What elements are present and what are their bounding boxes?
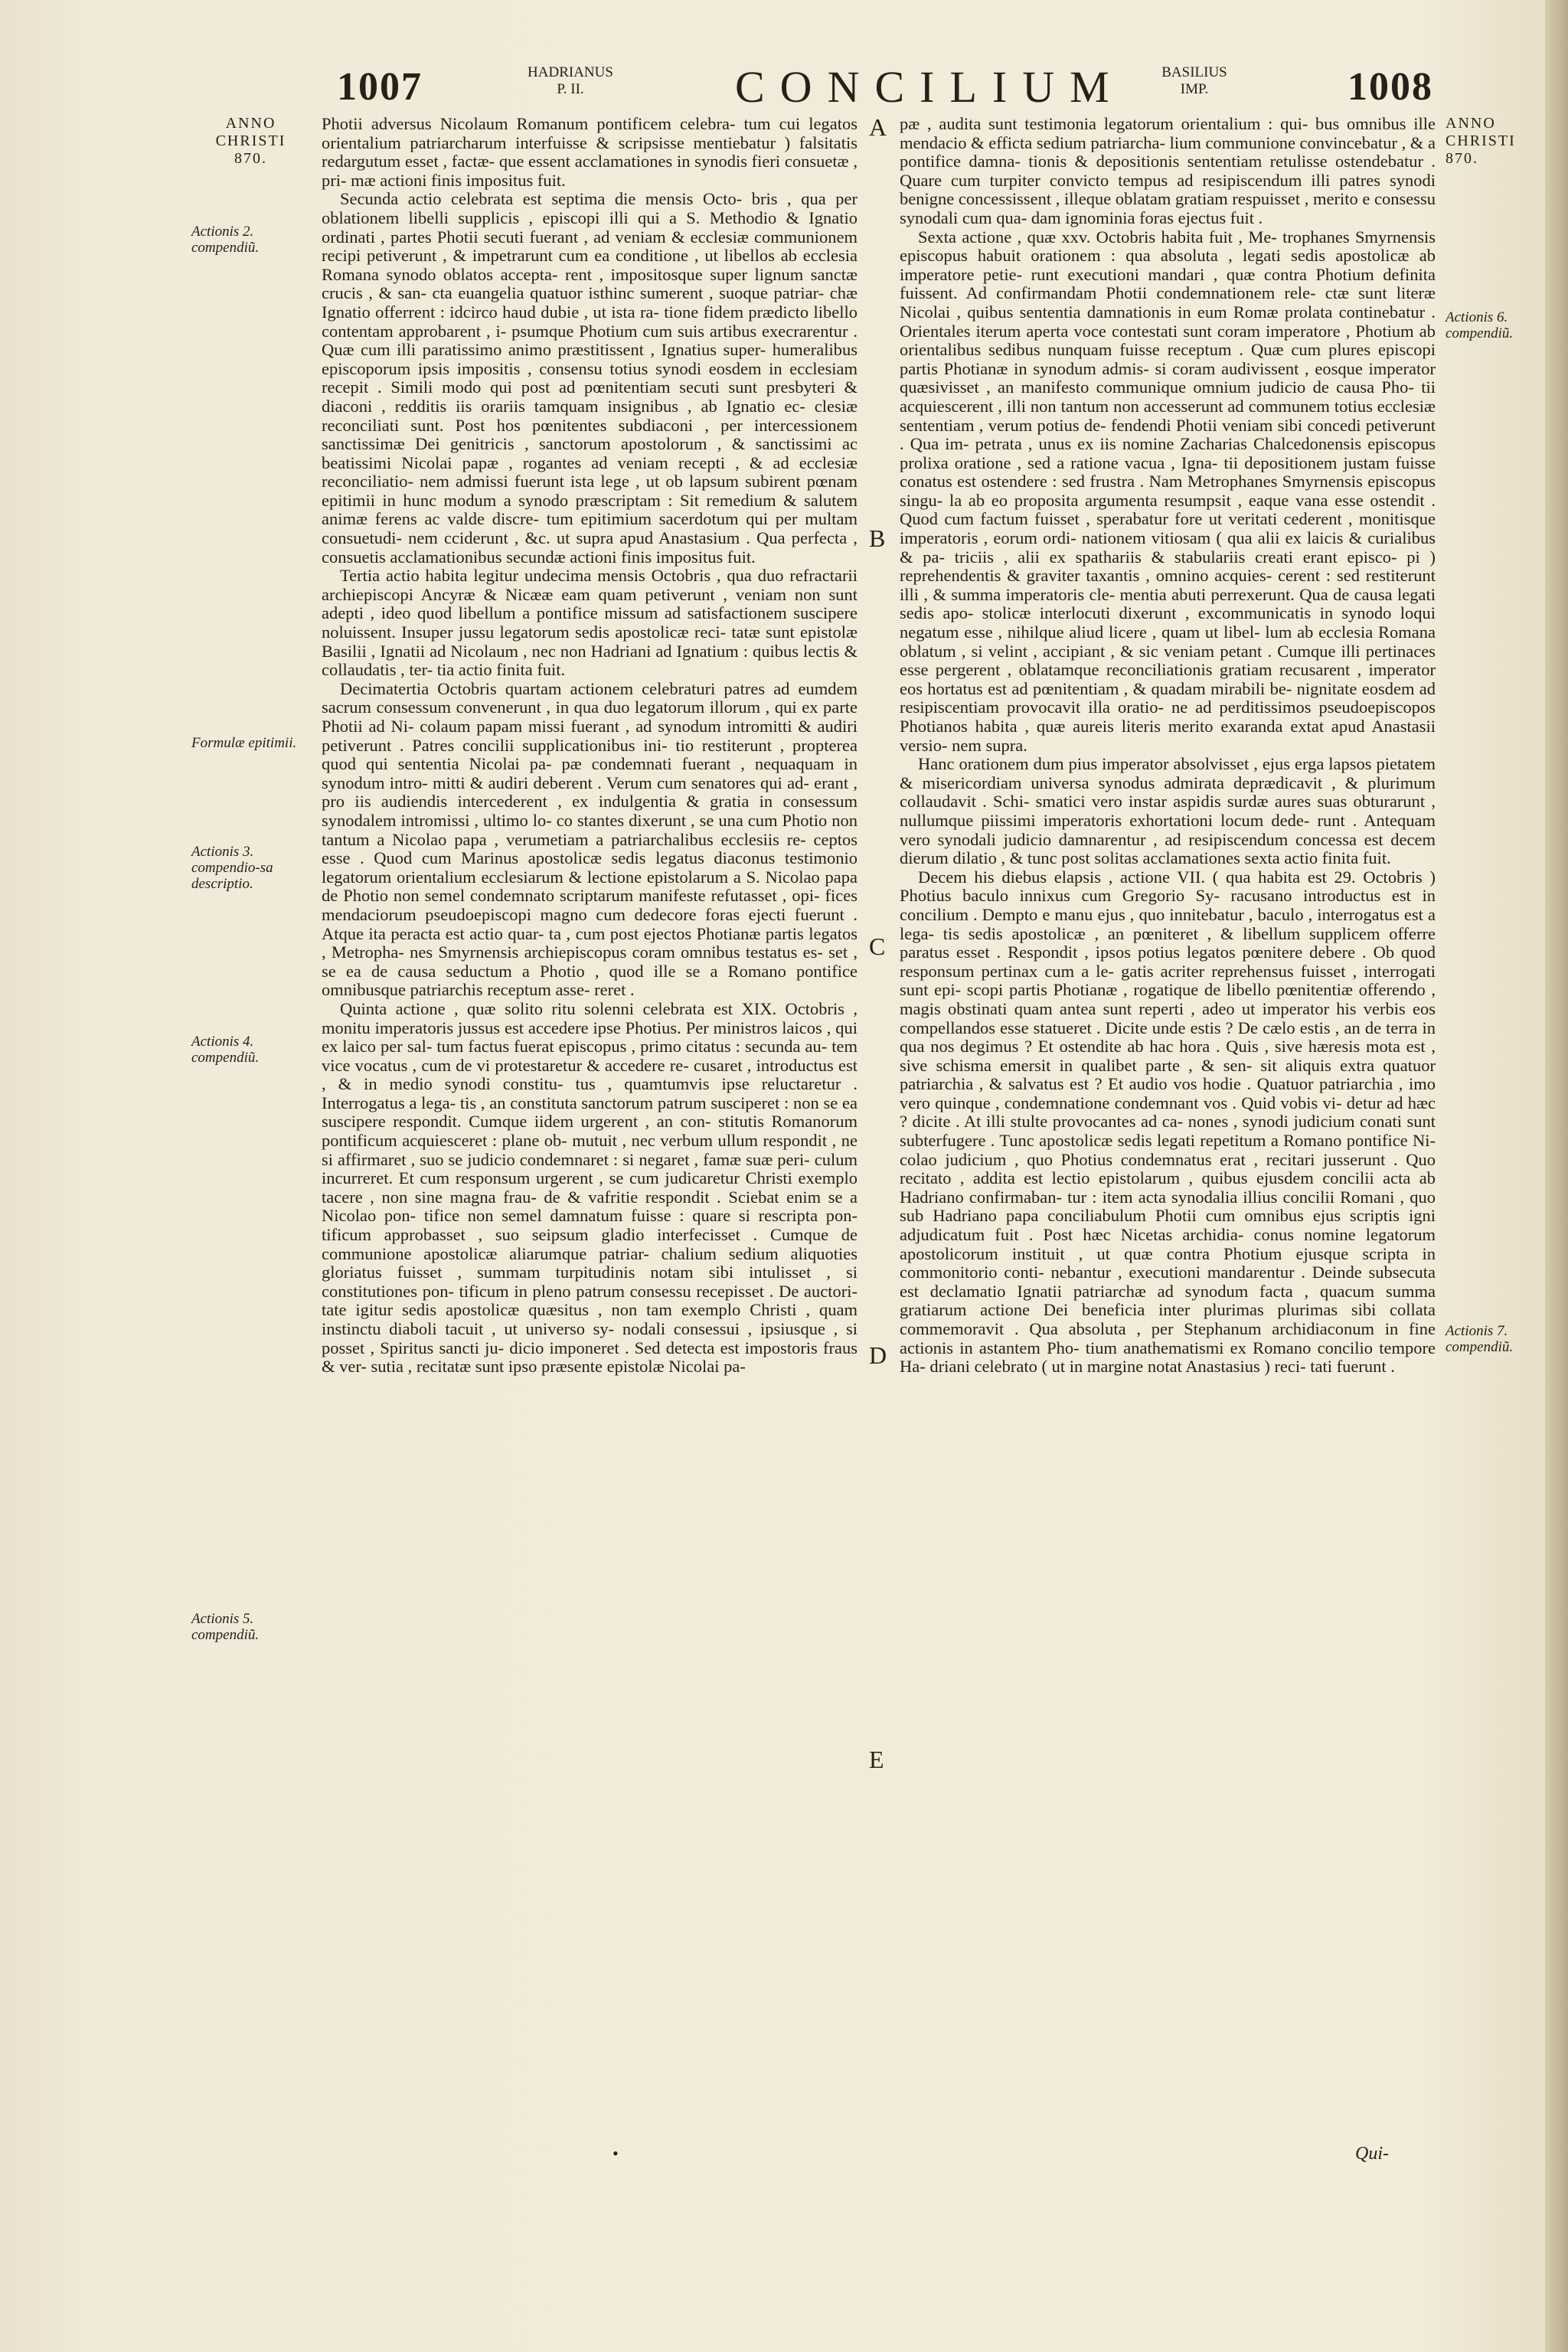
left-text-column [322,115,858,2136]
section-letter: A [869,113,887,141]
margin-note: Actionis 7. compendiũ. [1446,1323,1514,1355]
page-number-left: 1007 [337,65,423,109]
running-head-left-line-2: P. II. [557,81,584,97]
section-letter: C [869,933,886,960]
running-head-right-line-1: BASILIUS [1161,64,1227,80]
running-head-right-line-2: IMP. [1180,81,1209,97]
margin-note: Formulæ epitimii. [191,735,297,751]
margin-note: Actionis 2. compendiũ. [191,224,260,256]
section-letter: D [869,1341,887,1369]
page-title: CONCILIUM [735,62,1125,112]
running-head-left-line-1: HADRIANUS [528,64,613,80]
margin-note: Actionis 5. compendiũ. [191,1611,260,1643]
section-letter: E [869,1746,884,1773]
paragraph: Sexta actione , quæ xxv. Octobris habita fuit , Me- trophanes Smyrnensis episcopus habuit orationem : qua absoluta , legati sedis apostolicæ ab imperatore petie- runt executioni mandari , quæ contra Photium definita fuissent. Ad confirmandam Photii condemnationem rele- ctæ sunt literæ Nicolai , quibus sententia damnationis in eum Romæ prolata continebatur . Orientales iterum aperta voce contestati sunt coram imperatore , Photium ab orientalibus sedibus nunquam fuisse receptum . Quæ cum plures episcopi partis Photianæ in synodum admis- si coram audivissent , eosque imperator quæsivisset , an manifesto communique omnium judicio de causa Pho- tii acquiescerent , illi non tantum non accesserunt ad communem totius ecclesiæ sententiam , verum potius de- fendendi Photii veniam sibi concedi petiverunt . Qua im- petrata , unus ex iis nomine Zacharias Chalcedonensis episcopus prolixa oratione , sed a ratione vacua , Igna- tii depositionem justam fuisse conatus est ostendere : sed frustra . Nam Metrophanes Smyrnensis episcopus singu- la ab eo proposita argumenta resumpsit , eaque vana esse ostendit . Quod cum factum fuisset , sperabatur fore ut veritati cederent , monitisque imperatoris , eorum ordi- nationem vitiosam ( qua alii ex laicis & curialibus & pa- triciis , alii ex spathariis & stabulariis creati erant episco- pi ) reprehendentis & graviter taxantis , omnino acquies- cerent : sed restiterunt illi , & summa imperatoris cle- mentia abuti perrexerunt. Qua de causa legati sedis apo- stolicæ interlocuti dixerunt , excommunicatis in synodo loqui negatum esse , nihilque aliud licere , quam ut libel- lum ab ecclesia Romana oblatum , si velint , accipiant , & sic veniam petant . Cumque illi pertinaces esse pergerent , oblatamque reconciliationis gratiam recusarent , imperator eos hortatus est ad pœnitentiam , & quadam mirabili be- nignitate eosdem ad resipiscentiam provocavit illa oratio- ne ad perditissimos pseudoepiscopos Photianos habita , quæ aureis literis merito exaranda extat apud Anastasii versio- nem supra. [900,227,1436,755]
section-letter: B [869,524,886,552]
paragraph: pæ , audita sunt testimonia legatorum orientalium : qui- bus omnibus ille mendacio & efficta sedium patriarcha- lium communione convincebatur , & a pontifice damna- tionis & depositionis sententiam retulisse ostendebatur . Quare cum turpiter convicto tempus ad resipiscendum illi patres synodi benigne concessissent , illeque oblatam gratiam respuisset , merito e consessu synodali cum qua- dam ignominia foras ejectus fuit . [900,115,1436,227]
paragraph: Hanc orationem dum pius imperator absolvisset , ejus erga lapsos pietatem & misericordiam universa synodus admirata deprædicavit , & plurimum collaudavit . Schi- smatici vero instar aspidis surdæ aures suas obturarunt , nullumque piissimi imperatoris exhortationi locum dede- runt . Antequam vero synodali judicio damnarentur , ad resipiscendum concessa est decem dierum dilatio , & tunc post solitas acclamationes sexta actio finita fuit. [900,754,1436,868]
paragraph: Decimatertia Octobris quartam actionem celebraturi patres ad eumdem sacrum consessum convenerunt , in qua duo legatorum illorum , qui ex parte Photii ad Ni- colaum papam missi fuerant , ad synodum intromitti & audiri petiverunt . Patres concilii supplicationibus ini- tio restiterunt , propterea quod qui sententia Nicolai pa- pæ condemnati fuerant , nequaquam in synodum intro- mitti & audiri deberent . Verum cum senatores qui ad- erant , pro iis audiendis intercederent , ex indulgentia & gratia in consessum synodalem intromissi , ultimo lo- co stantes dixerunt , se una cum Photio non tantum a Nicolao papa , verumetiam a patriarchalibus ecclesiis re- ceptos esse . Quod cum Marinus apostolicæ sedis legatus diaconus testimonio legatorum orientalium ecclesiarum & lectione epistolarum a S. Nicolao papa de Photio non semel condemnato scriptarum manifeste refutasset , opi- fices mendaciorum pseudoepiscopi magno cum dedecore foras ejecti fuerunt . Atque ita peracta est actio quar- ta , cum post ejectos Photianæ partis legatos , Metropha- nes Smyrnensis archiepiscopus coram omnibus testatus es- set , se ea de causa seductum a Photio , quod ille se a Romano pontifice omnibusque patriarchis receptum asse- reret . [322,678,858,1000]
running-head-right [1148,64,1240,98]
paragraph: Quinta actione , quæ solito ritu solenni celebrata est XIX. Octobris , monitu imperatoris jussus est accedere ipse Photius. Per ministros laicos , qui ex laico per sal- tum factus fuerat episcopus , primo citatus : secunda au- tem vice vocatus , cum de vi protestaretur & accedere re- cusaret , introductus est , & in medio synodi constitu- tus , quamtumvis ipse reluctaretur . Interrogatus a lega- tis , an constituta sanctorum patrum susciperet : non se ea suscipere respondit. Cumque iidem urgerent , an con- stitutis Romanorum pontificum acquiesceret : plane ob- mutuit , nec verbum ullum respondit , ne si affirmaret , suo se judicio condemnaret : si negaret , famæ suæ peri- culum incurreret. Et cum responsum urgerent , se cum judicaretur Christi exemplo tacere , non sine magna frau- de & vafritie respondit . Sciebat enim se a Nicolao pon- tifice non semel damnatum fuisse : quare si rescripta pon- tificum approbasset , suo seipsum gladio interfecisset . Cumque de communione apostolicæ aliarumque patriar- chalium sedium aliquoties gloriatus fuisset , summam turpitudinis notam sibi intulisset , si constitutiones pon- tificum in pleno patrum consessu recepisset . De auctori- tate igitur sedis apostolicæ quæsitus , non tam exemplo Christi , quam instinctu diaboli tacuit , ut universo sy- nodali consessui , ipsiusque , si posset , Spiritus sancti ju- dicio imponeret . Sed detecta est impostoris fraus & ver- sutia , recitatæ sunt ipso præsente epistolæ Nicolai pa- [322,998,858,1377]
year-label-line-3: 870. [234,150,267,167]
year-label-line-2: CHRISTI [215,132,286,149]
page-gutter [1545,0,1568,2352]
margin-note: Actionis 6. compendiũ. [1446,309,1514,341]
year-label-line-1: ANNO [225,115,276,132]
paragraph: Secunda actio celebrata est septima die mensis Octo- bris , qua per oblationem libelli supplicis , episcopi illi qui a S. Methodio & Ignatio ordinati , partes Photii secuti fuerant , ad veniam & ecclesiæ communionem recipi petiverunt , & impetrarunt cum ea conditione , ut libellos ab ecclesia Romana synodo oblatos accepta- rent , impositosque super lignum sanctæ crucis , & san- cta euangelia quatuor isthinc sumerent , suoque patriar- chæ Ignatio offerrent : idcirco haud dubie , ut ista ra- tione fidem prædicto libello contentam approbarent , i- psumque Photium cum suis artibus execrarentur . Quæ cum illi paratissimo animo præstitissent , Ignatius super- humeralibus episcoporum ipsis impositis , consensu totius synodi eosdem in ecclesiam recepit . Simili modo qui post ad pœnitentiam secuti sunt presbyteri & diaconi , redditis iis orariis tamquam insignibus , ab Ignatio ec- clesiæ reconciliati sunt. Post hos pœnitentes subdiaconi , per intercessionem sanctissimæ Dei genitricis , sanctorum apostolorum , & sanctissimi ac beatissimi Nicolai papæ , rogantes ad veniam recepti , & ad ecclesiæ reconciliatio- nem admissi fuerunt ista lege , ut ob lapsum subirent pœnam epitimii in hunc modum a synodo præscriptam : Sit remedium & salutem animæ ferens ac valde discre- tum epitimium sacerdotum qui per multam consuetudi- nem cciderunt , &c. ut supra apud Anastasium . Qua perfecta , consuetis acclamationibus secundæ actioni finis impositus fuit. [322,189,858,567]
catchword: Qui- [1355,2144,1389,2164]
year-label-line-2: CHRISTI [1446,132,1516,149]
year-label-line-3: 870. [1446,150,1478,167]
right-margin-year [1446,115,1545,168]
running-head-left [521,64,620,98]
margin-note: Actionis 3. compendio-sa descriptio. [191,844,273,892]
paragraph: Photii adversus Nicolaum Romanum pontificem celebra- tum cui legatos orientalium patriarcharum interfuisse & scripsisse mentiebatur ) falsitatis redargutum esset , factæ- que essent acclamationes in synodis fieri consuetæ , pri- mæ actioni finis impositus fuit. [322,115,858,190]
paragraph: Decem his diebus elapsis , actione VII. ( qua habita est 29. Octobris ) Photius baculo innixus cum Gregorio Sy- racusano introductus est in concilium . Dempto e manu ejus , quo innitebatur , baculo , interrogatus est a lega- tis sedis apostolicæ , an pœniteret , & libellum supplicem offerre paratus esset . Respondit , ipsos potius legatos pœnitere debere . Ob quod responsum pertinax cum a le- gatis acriter reprehensus fuisset , interrogati sunt epi- scopi partis Photianæ , rogatique de libello pœnitentiæ offerendo , magis obstinati quam antea sunt reperti , adeo ut imperator his verbis eos compellandos esse statueret . Dicite unde estis ? De cælo estis , an de terra in qua nos degimus ? Et ostendite ab hac hora . Quis , sive hæresis mota est , sive schisma emersit in qualibet parte , & sen- sit aliquis extra quatuor patriarchia , & salvatus est ? Et audio vos hodie . Quatuor patriarchia , imo vero quinque , condemnatione condemnant vos . Quid vobis vi- detur ad hæc ? dicite . At illi stulte provocantes ad ca- nones , synodi judicium conati sunt subterfugere . Tunc apostolicæ sedis legati repetitum a Romano pontifice Ni- colao judicium , quo Photius condemnatus erat , recitari jusserunt . Quo recitato , addita est lectio epistolarum , quibus ejusdem concilii acta ab Hadriano confirmaban- tur : item acta synodalia illius concilii Romani , quo sub Hadriano papa conciliabulum Photii cum omnibus ejus scriptis igni adjudicatum fuit . Post hæc Nicetas archidia- conus nomine legatorum apostolicorum instituit , ut quæ contra Photium ejusque scripta in commonitorio conti- nebantur , executioni mandarentur . Deinde subsecuta est declamatio Ignatii patriarchæ ad synodum facta , quacum summa gratiarum actione Dei beneficia inter plurimas plurimas sibi collata commemoravit . Qua absoluta , per Stephanum archidiaconum in fine actionis in astantem Pho- tium anathematismi ex Romano concilio tempore Ha- driani celebrato ( ut in margine notat Anastasius ) reci- tati fuerunt . [900,867,1436,1377]
page-number-right: 1008 [1348,65,1433,109]
margin-note: Actionis 4. compendiũ. [191,1034,260,1066]
paragraph: Tertia actio habita legitur undecima mensis Octobris , qua duo refractarii archiepiscopi Ancyræ & Nicææ eam quam petiverunt , veniam non sunt adepti , ideo quod libellum a pontifice missum ad satisfactionem suscipere noluissent. Insuper jussu legatorum sedis apostolicæ reci- tatæ sunt epistolæ Basilii , Ignatii ad Nicolaum , nec non Hadriani ad Ignatium : quibus lectis & collaudatis , ter- tia actio finita fuit. [322,566,858,680]
ornament-mark: • [612,2144,619,2163]
right-text-column [900,115,1436,2136]
year-label-line-1: ANNO [1446,115,1496,132]
left-margin-year [191,115,310,168]
